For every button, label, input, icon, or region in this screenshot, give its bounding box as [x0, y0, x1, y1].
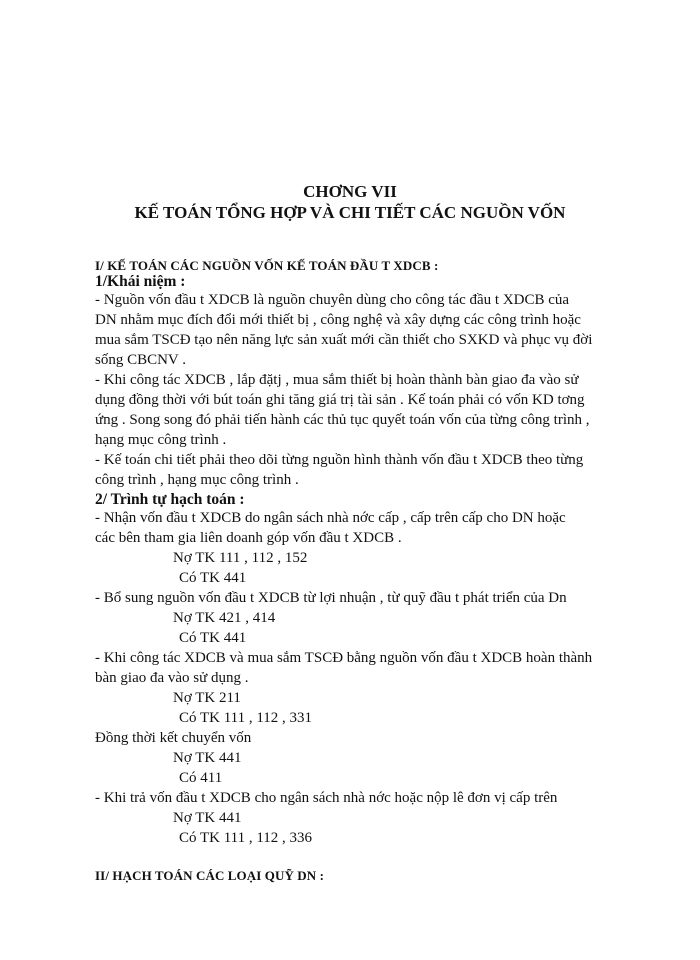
concept-line: - Nguồn vốn đầu t XDCB là nguồn chuyên dùng cho công tác đầu t XDCB của [95, 292, 570, 308]
chapter-label: CHƠNG VII [303, 182, 397, 201]
concept-line: - Kế toán chi tiết phải theo dõi từng nguồn hình thành vốn đầu t XDCB theo từng [95, 452, 584, 468]
debit-entry: Nợ TK 211 [173, 690, 241, 706]
concept-line: dụng đồng thời với bút toán ghi tăng giá trị tài sản . Kế toán phải có vốn KD tơng [95, 392, 585, 408]
concept-line: hạng mục công trình . [95, 432, 227, 448]
credit-entry: Có TK 441 [179, 570, 247, 586]
procedure-line: - Khi trả vốn đầu t XDCB cho ngân sách nhà nớc hoặc nộp lê đơn vị cấp trên [95, 790, 558, 806]
concept-line: DN nhằm mục đích đổi mới thiết bị , công nghệ và xây dựng các công trình hoặc [95, 312, 581, 328]
procedure-line: - Khi công tác XDCB và mua sắm TSCĐ bằng nguồn vốn đầu t XDCB hoàn thành [95, 650, 593, 666]
concept-line: công trình , hạng mục công trình . [95, 472, 299, 488]
debit-entry: Nợ TK 111 , 112 , 152 [173, 550, 308, 566]
credit-entry: Có TK 111 , 112 , 331 [179, 710, 313, 726]
concept-line: sống CBCNV . [95, 352, 186, 368]
procedure-line: Đồng thời kết chuyển vốn [95, 730, 252, 746]
concept-line: - Khi công tác XDCB , lắp đặtj , mua sắm thiết bị hoàn thành bàn giao đa vào sử [95, 372, 579, 388]
debit-entry: Nợ TK 441 [173, 750, 242, 766]
procedure-line: - Bổ sung nguồn vốn đầu t XDCB từ lợi nhuận , từ quỹ đầu t phát triển của Dn [95, 590, 567, 606]
concept-title: 1/Khái niệm : [95, 273, 186, 290]
section-2-heading: II/ HẠCH TOÁN CÁC LOẠI QUỸ DN : [95, 868, 325, 883]
concept-line: ứng . Song song đó phải tiến hành các thủ tục quyết toán vốn của từng công trình , [95, 412, 590, 428]
procedure-line: các bên tham gia liên doanh góp vốn đầu t XDCB . [95, 530, 402, 546]
concept-line: mua sắm TSCĐ tạo nên năng lực sản xuất mới cần thiết cho SXKD và phục vụ đời [95, 332, 593, 348]
debit-entry: Nợ TK 441 [173, 810, 242, 826]
procedure-line: - Nhận vốn đầu t XDCB do ngân sách nhà nớc cấp , cấp trên cấp cho DN hoặc [95, 510, 566, 526]
credit-entry: Có TK 441 [179, 630, 247, 646]
procedure-line: bàn giao đa vào sử dụng . [95, 670, 249, 686]
credit-entry: Có TK 111 , 112 , 336 [179, 830, 313, 846]
section-1-heading: I/ KẾ TOÁN CÁC NGUỒN VỐN KẾ TOÁN ĐẦU T XDCB : [95, 258, 439, 273]
debit-entry: Nợ TK 421 , 414 [173, 610, 276, 626]
procedure-title: 2/ Trình tự hạch toán : [95, 491, 245, 508]
credit-entry: Có 411 [179, 770, 223, 786]
chapter-title: KẾ TOÁN TỔNG HỢP VÀ CHI TIẾT CÁC NGUỒN VỐN [134, 203, 566, 222]
